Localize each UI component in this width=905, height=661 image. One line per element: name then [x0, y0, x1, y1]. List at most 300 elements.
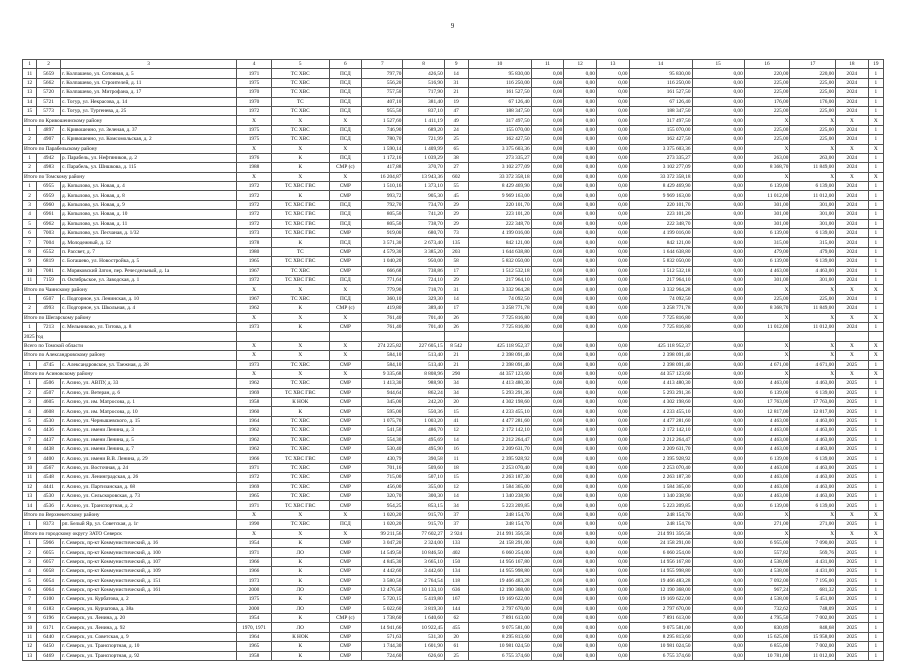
- table-cell: 0,00: [564, 407, 597, 416]
- table-cell: 301,00: [744, 219, 790, 228]
- table-cell: 0,00: [564, 473, 597, 482]
- summary-label-cell: Итого по Томскому району: [23, 172, 237, 181]
- table-cell: 290: [444, 369, 468, 378]
- table-cell: 0,00: [692, 341, 744, 350]
- table-cell: 24 158 291,00: [629, 538, 692, 547]
- table-cell: 1: [868, 463, 883, 472]
- table-cell: СМР: [329, 557, 362, 566]
- table-cell: 15: [444, 407, 468, 416]
- table-row: [23, 88, 884, 97]
- table-cell: X: [744, 351, 790, 360]
- table-cell: 271,00: [790, 520, 836, 529]
- address-cell: г. Асино, ул. им. Матросова, д. 10: [61, 407, 237, 416]
- table-cell: 0,00: [531, 501, 564, 510]
- table-cell: 0,00: [531, 454, 564, 463]
- table-cell: 1964: [237, 416, 272, 425]
- table-cell: 9 969 163,00: [629, 191, 692, 200]
- table-cell: ПСД: [329, 97, 362, 106]
- table-cell: 4 199 016,00: [468, 229, 531, 238]
- table-cell: 3 819,30: [403, 604, 444, 613]
- table-cell: 8: [23, 445, 37, 454]
- table-cell: 738,70: [403, 219, 444, 228]
- table-cell: X: [237, 341, 272, 350]
- table-cell: 0,00: [596, 501, 629, 510]
- table-cell: X: [868, 369, 883, 378]
- table-cell: 837,10: [403, 106, 444, 115]
- table-cell: 2025: [836, 651, 869, 660]
- address-cell: с. Моряковский Затон, пер. Речесдельный, д. 1а: [61, 266, 237, 275]
- table-cell: 4567: [37, 463, 61, 472]
- table-cell: 0,00: [596, 229, 629, 238]
- table-cell: 1: [23, 294, 37, 303]
- table-cell: 0,00: [564, 285, 597, 294]
- table-cell: 0,00: [596, 614, 629, 623]
- table-cell: 34: [444, 388, 468, 397]
- table-cell: СМР: [329, 388, 362, 397]
- table-cell: 1971: [237, 69, 272, 78]
- table-cell: 0,00: [531, 106, 564, 115]
- table-cell: [868, 332, 883, 341]
- table-cell: 8 808,96: [403, 369, 444, 378]
- table-cell: X: [744, 172, 790, 181]
- table-cell: 0,00: [531, 200, 564, 209]
- table-cell: 2024: [836, 182, 869, 191]
- table-cell: 1: [23, 379, 37, 388]
- table-cell: 2024: [836, 275, 869, 284]
- table-row: [23, 191, 884, 200]
- table-cell: 1: [868, 191, 883, 200]
- table-cell: 176,00: [790, 97, 836, 106]
- table-cell: 0,00: [531, 445, 564, 454]
- table-cell: 0,00: [564, 614, 597, 623]
- table-cell: 0,00: [692, 651, 744, 660]
- table-cell: X: [868, 116, 883, 125]
- table-row: [23, 219, 884, 228]
- table-cell: 4 538,00: [744, 557, 790, 566]
- table-row: [23, 473, 884, 482]
- table-row: [23, 623, 884, 632]
- table-cell: 0,00: [596, 135, 629, 144]
- summary-row: [23, 313, 884, 322]
- table-cell: X: [271, 313, 329, 322]
- table-cell: 0,00: [531, 229, 564, 238]
- table-cell: 0,00: [564, 388, 597, 397]
- table-row: [23, 604, 884, 613]
- table-cell: 425 118 952,37: [629, 341, 692, 350]
- table-cell: 0,00: [531, 520, 564, 529]
- table-cell: 4942: [37, 153, 61, 162]
- table-cell: 486,70: [403, 426, 444, 435]
- table-cell: 7: [23, 238, 37, 247]
- table-cell: 0,00: [531, 341, 564, 350]
- address-cell: г. Северск, ул. Ленина, д. 20: [61, 614, 237, 623]
- table-cell: 1: [868, 135, 883, 144]
- table-cell: СМР: [329, 604, 362, 613]
- table-row: [23, 538, 884, 547]
- table-cell: 4 233 455,10: [468, 407, 531, 416]
- table-cell: 3 047,20: [362, 538, 403, 547]
- table-cell: 5659: [37, 69, 61, 78]
- table-cell: 1: [868, 614, 883, 623]
- table-cell: 5773: [37, 106, 61, 115]
- table-cell: 10 922,45: [403, 623, 444, 632]
- table-cell: 1964: [237, 632, 272, 641]
- summary-label-cell: Итого по Верхнекетскому району: [23, 510, 237, 519]
- table-cell: 419,80: [362, 304, 403, 313]
- table-cell: 5 451,00: [790, 595, 836, 604]
- table-cell: 0,00: [596, 567, 629, 576]
- table-cell: 0,00: [596, 407, 629, 416]
- table-cell: 5 293 291,36: [468, 388, 531, 397]
- table-row: [23, 294, 884, 303]
- address-cell: г. Северск, ул. Транспортная, д. 10: [61, 642, 237, 651]
- table-cell: 10 781,00: [744, 651, 790, 660]
- table-cell: К: [271, 642, 329, 651]
- table-cell: 188 347,50: [468, 106, 531, 115]
- table-cell: 12 817,00: [744, 407, 790, 416]
- table-row: [23, 567, 884, 576]
- table-cell: ТС ХВС: [271, 463, 329, 472]
- table-cell: 315,00: [744, 238, 790, 247]
- table-cell: 225,00: [790, 125, 836, 134]
- table-cell: 0,00: [531, 97, 564, 106]
- table-cell: 15: [23, 106, 37, 115]
- address-cell: д. Копылово, ул. Новая, д. 8: [61, 191, 237, 200]
- table-cell: 2 212 264,47: [629, 435, 692, 444]
- table-cell: 915,70: [403, 520, 444, 529]
- table-cell: 155 070,00: [629, 125, 692, 134]
- table-cell: 15: [444, 473, 468, 482]
- table-cell: ТС ХВС ГВС: [271, 210, 329, 219]
- table-cell: 0,00: [531, 548, 564, 557]
- table-cell: 4 463,00: [744, 379, 790, 388]
- table-row: [23, 501, 884, 510]
- table-cell: 0,00: [692, 266, 744, 275]
- table-cell: 0,00: [596, 97, 629, 106]
- table-cell: 14 955 998,80: [629, 567, 692, 576]
- table-cell: 0,00: [596, 163, 629, 172]
- table-cell: 0,00: [564, 219, 597, 228]
- table-cell: 554,30: [362, 435, 403, 444]
- table-cell: 2 253 070,40: [629, 463, 692, 472]
- table-cell: 301,00: [790, 275, 836, 284]
- table-row: [23, 576, 884, 585]
- table-cell: 1: [868, 88, 883, 97]
- column-number-cell: 18: [836, 60, 869, 69]
- column-number-cell: 6: [329, 60, 362, 69]
- table-cell: 4 302 198,60: [468, 398, 531, 407]
- table-cell: 6 139,00: [790, 388, 836, 397]
- table-cell: 26: [444, 313, 468, 322]
- table-cell: 0,00: [596, 426, 629, 435]
- table-cell: 0,00: [596, 585, 629, 594]
- table-cell: 0,00: [692, 191, 744, 200]
- table-cell: 0,00: [564, 416, 597, 425]
- table-cell: ТС ХВС: [271, 426, 329, 435]
- address-cell: г. Асино, ул. Чернышевского, д. 15: [61, 416, 237, 425]
- address-cell: д. Копылово, ул. Новая, д. 11: [61, 219, 237, 228]
- table-cell: [596, 332, 629, 341]
- table-cell: 2024: [836, 200, 869, 209]
- table-cell: 5: [23, 576, 37, 585]
- table-cell: 0,00: [692, 275, 744, 284]
- table-cell: 162 427,50: [468, 135, 531, 144]
- table-cell: ТС ХВС ГВС: [271, 257, 329, 266]
- table-row: [23, 210, 884, 219]
- table-cell: 0,00: [531, 78, 564, 87]
- table-cell: 0,00: [564, 275, 597, 284]
- table-cell: 12: [444, 426, 468, 435]
- table-cell: К: [271, 163, 329, 172]
- table-cell: 3 332 964,28: [468, 285, 531, 294]
- table-cell: 6440: [37, 632, 61, 641]
- table-cell: 317 497,50: [629, 116, 692, 125]
- table-cell: СМР: [329, 463, 362, 472]
- table-cell: 18: [444, 463, 468, 472]
- table-cell: X: [237, 144, 272, 153]
- table-cell: 9: [23, 454, 37, 463]
- table-cell: 45: [444, 191, 468, 200]
- table-cell: 0,00: [596, 266, 629, 275]
- table-cell: 220,00: [790, 69, 836, 78]
- table-cell: 1970: [237, 97, 272, 106]
- table-cell: 29: [444, 275, 468, 284]
- table-cell: 4 463,00: [790, 266, 836, 275]
- table-cell: 0,00: [692, 585, 744, 594]
- table-cell: 805,50: [362, 210, 403, 219]
- table-cell: 6 755 374,60: [629, 651, 692, 660]
- table-cell: 569,76: [790, 548, 836, 557]
- table-cell: 20: [444, 398, 468, 407]
- table-cell: 0,00: [596, 529, 629, 538]
- table-cell: 2024: [836, 69, 869, 78]
- summary-label-cell: Итого по городскому округу ЗАТО Северск: [23, 529, 237, 538]
- table-cell: [629, 332, 692, 341]
- table-cell: 25: [444, 135, 468, 144]
- column-number-cell: 11: [531, 60, 564, 69]
- table-cell: ТС ХВС: [271, 491, 329, 500]
- page-number: 9: [450, 22, 455, 30]
- column-number-cell: 5: [271, 60, 329, 69]
- table-cell: 7 891 613,00: [468, 614, 531, 623]
- table-cell: 5662: [37, 78, 61, 87]
- table-cell: 381,40: [403, 97, 444, 106]
- table-cell: 2024: [836, 238, 869, 247]
- table-cell: 2 797 670,00: [629, 604, 692, 613]
- table-cell: 0,00: [564, 200, 597, 209]
- table-cell: 602: [444, 172, 468, 181]
- table-cell: 2025: [836, 445, 869, 454]
- table-cell: 1960: [237, 407, 272, 416]
- table-cell: 2000: [237, 585, 272, 594]
- table-cell: 0,00: [564, 369, 597, 378]
- table-cell: 426,50: [403, 69, 444, 78]
- table-cell: X: [836, 529, 869, 538]
- table-cell: 301,00: [790, 210, 836, 219]
- table-cell: 1: [868, 275, 883, 284]
- table-cell: 225,00: [790, 135, 836, 144]
- table-cell: 11 012,00: [790, 651, 836, 660]
- table-cell: X: [271, 369, 329, 378]
- table-cell: К: [271, 304, 329, 313]
- table-cell: СМР (с): [329, 163, 362, 172]
- table-cell: 6 139,00: [744, 454, 790, 463]
- table-cell: 4 463,00: [744, 473, 790, 482]
- table-cell: X: [744, 529, 790, 538]
- table-cell: 862,24: [403, 388, 444, 397]
- table-cell: 0,00: [692, 304, 744, 313]
- table-cell: 4 463,00: [744, 266, 790, 275]
- table-cell: X: [271, 341, 329, 350]
- table-cell: 513,40: [403, 360, 444, 369]
- table-cell: 0,00: [564, 623, 597, 632]
- table-cell: 0,00: [564, 182, 597, 191]
- table-cell: 2025: [836, 416, 869, 425]
- table-cell: X: [744, 116, 790, 125]
- table-cell: 1: [868, 416, 883, 425]
- table-cell: 2025: [836, 538, 869, 547]
- table-row: [23, 454, 884, 463]
- table-cell: 2 924: [444, 529, 468, 538]
- table-cell: ТС ХВС: [271, 473, 329, 482]
- table-cell: [564, 332, 597, 341]
- table-cell: 0,00: [692, 238, 744, 247]
- table-cell: 0,00: [692, 557, 744, 566]
- table-cell: 11 012,00: [790, 191, 836, 200]
- table-cell: X: [868, 351, 883, 360]
- table-cell: 0,00: [564, 257, 597, 266]
- table-cell: 950,00: [403, 257, 444, 266]
- table-cell: СМР: [329, 632, 362, 641]
- table-row: [23, 416, 884, 425]
- table-cell: 2024: [836, 106, 869, 115]
- table-cell: 0,00: [531, 435, 564, 444]
- address-cell: с. Александровское, ул. Таежная, д. 28: [61, 360, 237, 369]
- table-cell: 1 640,60: [403, 614, 444, 623]
- table-cell: 1962: [237, 304, 272, 313]
- table-cell: 4 233 455,10: [629, 407, 692, 416]
- table-cell: 4907: [37, 135, 61, 144]
- table-cell: СМР: [329, 247, 362, 256]
- table-cell: ТС: [271, 97, 329, 106]
- table-cell: 162 427,50: [629, 135, 692, 144]
- table-cell: 248 154,70: [468, 520, 531, 529]
- table-cell: 47: [444, 106, 468, 115]
- table-cell: X: [237, 116, 272, 125]
- table-cell: ТС ХВС ГВС: [271, 275, 329, 284]
- table-cell: 6961: [37, 210, 61, 219]
- table-cell: 11 012,00: [744, 191, 790, 200]
- table-cell: 0,00: [692, 163, 744, 172]
- table-cell: 0,00: [531, 576, 564, 585]
- table-cell: К НОК: [271, 632, 329, 641]
- table-cell: 7 002,00: [790, 614, 836, 623]
- table-cell: 271,00: [744, 520, 790, 529]
- table-cell: 4530: [37, 416, 61, 425]
- table-cell: 4 463,00: [790, 482, 836, 491]
- table-cell: 1: [868, 294, 883, 303]
- table-cell: СМР: [329, 229, 362, 238]
- table-row: [23, 247, 884, 256]
- table-cell: 6 139,00: [790, 257, 836, 266]
- table-cell: 4605: [37, 398, 61, 407]
- table-cell: ТС ХВС ГВС: [271, 229, 329, 238]
- table-cell: К: [271, 595, 329, 604]
- table-cell: 8373: [37, 520, 61, 529]
- table-cell: 1958: [237, 398, 272, 407]
- table-cell: 6 139,00: [790, 182, 836, 191]
- table-cell: 273 335,27: [629, 153, 692, 162]
- table-cell: 74 092,50: [468, 294, 531, 303]
- table-cell: 1 601,90: [403, 642, 444, 651]
- table-cell: 0,00: [564, 520, 597, 529]
- table-cell: СМР: [329, 407, 362, 416]
- table-cell: 2024: [836, 266, 869, 275]
- table-cell: К: [271, 557, 329, 566]
- table-cell: 3: [23, 557, 37, 566]
- table-cell: 0,00: [596, 69, 629, 78]
- table-cell: X: [790, 172, 836, 181]
- table-cell: 1: [868, 501, 883, 510]
- table-cell: К: [271, 238, 329, 247]
- address-cell: г. Асино, ул. имени Ленина, д. 7: [61, 445, 237, 454]
- table-cell: 0,00: [531, 529, 564, 538]
- table-cell: 1970, 1971: [237, 623, 272, 632]
- table-cell: 7 725 816,80: [468, 322, 531, 331]
- table-cell: 0,00: [531, 322, 564, 331]
- column-number-cell: 7: [362, 60, 403, 69]
- table-cell: 701,40: [403, 322, 444, 331]
- table-cell: 853,15: [403, 501, 444, 510]
- table-cell: ТС ХВС: [271, 266, 329, 275]
- table-cell: 0,00: [596, 548, 629, 557]
- table-row: [23, 78, 884, 87]
- table-cell: 4 442,60: [362, 567, 403, 576]
- table-cell: 0,00: [564, 116, 597, 125]
- table-cell: 0,00: [531, 88, 564, 97]
- table-cell: 4: [23, 407, 37, 416]
- table-cell: 2024: [836, 210, 869, 219]
- table-cell: 2024: [836, 88, 869, 97]
- table-cell: 1972: [237, 106, 272, 115]
- table-cell: 4745: [37, 360, 61, 369]
- table-cell: 34: [444, 501, 468, 510]
- table-cell: 0,00: [531, 210, 564, 219]
- table-cell: 20: [444, 632, 468, 641]
- address-cell: г. Асино, ул. Транспортная, д. 2: [61, 501, 237, 510]
- table-cell: 4 199 016,00: [629, 229, 692, 238]
- table-row: [23, 182, 884, 191]
- table-cell: 0,00: [596, 454, 629, 463]
- table-cell: [692, 332, 744, 341]
- table-cell: 2 324,00: [403, 538, 444, 547]
- table-cell: 2024: [836, 97, 869, 106]
- table-cell: X: [329, 144, 362, 153]
- table-cell: X: [836, 144, 869, 153]
- table-cell: 41: [444, 416, 468, 425]
- table-cell: 2024: [836, 304, 869, 313]
- table-cell: 1966: [237, 557, 272, 566]
- table-cell: 1: [868, 379, 883, 388]
- table-cell: 4 579,30: [362, 247, 403, 256]
- table-cell: 4 463,00: [790, 445, 836, 454]
- table-cell: 0,00: [564, 482, 597, 491]
- table-cell: X: [836, 369, 869, 378]
- table-cell: 1: [868, 163, 883, 172]
- table-row: [23, 379, 884, 388]
- table-cell: 4 463,00: [744, 426, 790, 435]
- table-cell: 0,00: [596, 341, 629, 350]
